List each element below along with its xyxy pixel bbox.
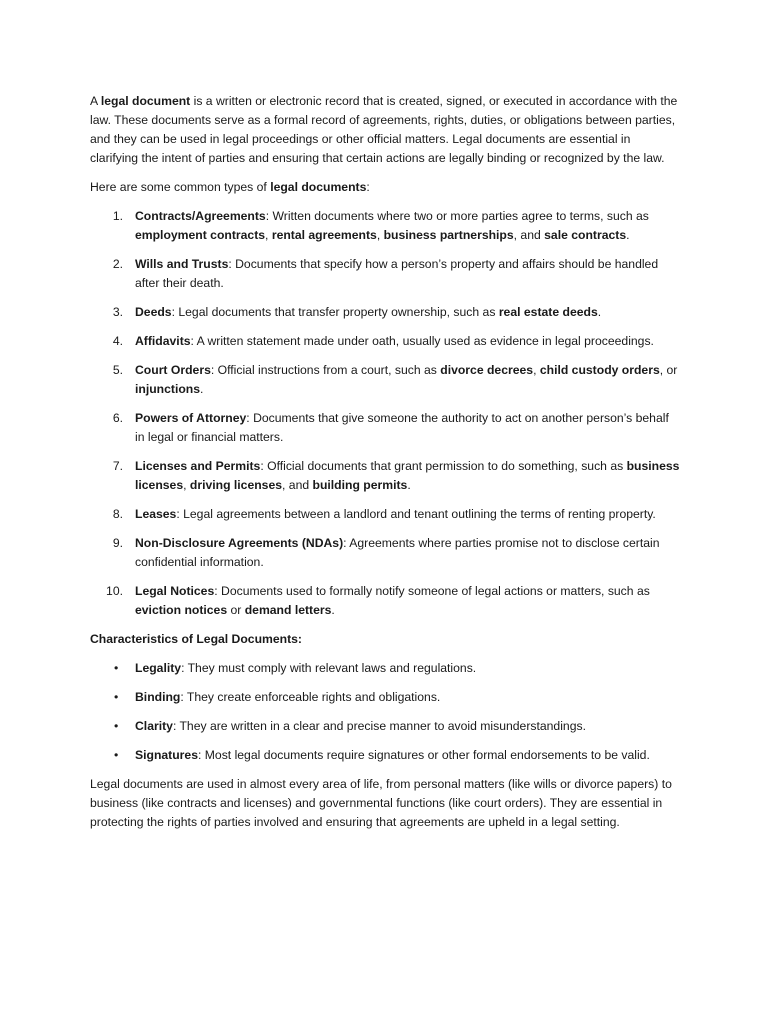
item-text: , [533, 363, 540, 377]
item-text: : Documents that give someone the authority to act on another person’s behalf in legal or financial matters. [135, 411, 669, 444]
document-type-item [90, 534, 680, 572]
list-number: 7. [112, 459, 123, 473]
bold-term: injunctions [135, 382, 200, 396]
item-text: , and [513, 228, 545, 242]
item-text: : Official documents that grant permission to do something, such as [260, 459, 627, 473]
characteristic-item [90, 659, 680, 678]
closing-paragraph: Legal documents are used in almost every area of life, from personal matters (like wills or divorce papers) to business (like contracts and licenses) and governmental functions (like court orders). They are essential in protecting the rights of parties involved and ensuring that agreements are upheld in a legal setting. [90, 777, 672, 829]
intro-text-start: A [90, 94, 101, 108]
characteristic-item [90, 688, 680, 707]
bold-term: Contracts/Agreements [135, 209, 266, 223]
item-text: . [331, 603, 335, 617]
bullet-icon: • [114, 748, 119, 762]
bold-term: business licenses [135, 459, 680, 492]
item-text: : Legal agreements between a landlord and tenant outlining the terms of renting property. [176, 507, 656, 521]
list-number: 2. [112, 257, 123, 271]
bold-term: employment contracts [135, 228, 266, 242]
bold-term: business partnerships [383, 228, 514, 242]
item-text: , and [282, 478, 313, 492]
bold-term: Affidavits [135, 334, 191, 348]
types-intro-text: Here are some common types of [90, 180, 271, 194]
types-intro-paragraph [90, 178, 680, 197]
item-text: or [227, 603, 245, 617]
item-text: . [407, 478, 411, 492]
characteristics-list [90, 659, 680, 765]
characteristic-text: : They are written in a clear and precise manner to avoid misunderstandings. [172, 719, 586, 733]
bullet-icon: • [114, 719, 119, 733]
list-number: 4. [112, 334, 123, 348]
document-types-list [90, 207, 680, 620]
bold-term: building permits [312, 478, 408, 492]
document-type-item [90, 505, 680, 524]
bullet-icon: • [114, 661, 119, 675]
bold-term: rental agreements [271, 228, 377, 242]
characteristic-term: Legality [135, 661, 182, 675]
bold-term: Powers of Attorney [135, 411, 247, 425]
list-number: 8. [112, 507, 123, 521]
characteristic-term: Clarity [135, 719, 173, 733]
list-number: 10. [106, 584, 123, 598]
item-text: , [265, 228, 272, 242]
bold-term: sale contracts [544, 228, 627, 242]
bold-term: divorce decrees [440, 363, 534, 377]
bold-term: Court Orders [135, 363, 211, 377]
bold-term: demand letters [244, 603, 332, 617]
item-text: : Official instructions from a court, such as [210, 363, 441, 377]
characteristic-text: : They create enforceable rights and obligations. [180, 690, 441, 704]
bold-term: Legal Notices [135, 584, 215, 598]
characteristic-term: Binding [135, 690, 181, 704]
characteristic-term: Signatures [135, 748, 198, 762]
bold-term: real estate deeds [498, 305, 598, 319]
bold-term: Deeds [135, 305, 172, 319]
bullet-icon: • [114, 690, 119, 704]
bold-term: eviction notices [135, 603, 228, 617]
item-text: : Agreements where parties promise not to disclose certain confidential information. [135, 536, 660, 569]
list-number: 6. [112, 411, 123, 425]
item-text: : Written documents where two or more parties agree to terms, such as [265, 209, 649, 223]
item-text: . [200, 382, 204, 396]
characteristic-text: : Most legal documents require signatures or other formal endorsements to be valid. [198, 748, 650, 762]
bold-term: driving licenses [189, 478, 283, 492]
characteristic-text: : They must comply with relevant laws and regulations. [181, 661, 477, 675]
bold-term: Wills and Trusts [135, 257, 229, 271]
bold-term: Leases [135, 507, 177, 521]
document-type-item [90, 332, 680, 351]
document-type-item [90, 255, 680, 293]
types-intro-term: legal documents [270, 180, 367, 194]
document-type-item [90, 409, 680, 447]
characteristic-item [90, 717, 680, 736]
bold-term: Non-Disclosure Agreements (NDAs) [135, 536, 344, 550]
bold-term: child custody orders [539, 363, 660, 377]
list-number: 3. [112, 305, 123, 319]
item-text: , [376, 228, 384, 242]
intro-paragraph [90, 92, 680, 168]
characteristic-item [90, 746, 680, 765]
item-text: : Documents used to formally notify someone of legal actions or matters, such as [214, 584, 650, 598]
item-text: : Legal documents that transfer property ownership, such as [171, 305, 499, 319]
item-text: , or [659, 363, 678, 377]
item-text: : A written statement made under oath, usually used as evidence in legal proceedings. [190, 334, 654, 348]
bold-term: Licenses and Permits [135, 459, 261, 473]
item-text: , [183, 478, 190, 492]
list-number: 1. [112, 209, 123, 223]
item-text: . [597, 305, 602, 319]
document-type-item [90, 457, 680, 495]
list-number: 5. [112, 363, 123, 377]
intro-text-rest: is a written or electronic record that is created, signed, or executed in accordance with the law. These documents serve as a formal record of agreements, rights, duties, or obligations between parties, and they can be used in legal proceedings or other official matters. Legal documents are essential in clarifying the intent of parties and ensuring that certain actions are legally binding or recognized by the law. [90, 94, 678, 165]
document-type-item [90, 361, 680, 399]
document-type-item [90, 303, 680, 322]
item-text: . [626, 228, 630, 242]
document-type-item [90, 207, 680, 245]
intro-term: legal document [100, 94, 191, 108]
characteristics-heading: Characteristics of Legal Documents: [90, 632, 302, 646]
document-type-item [90, 582, 680, 620]
types-intro-colon: : [366, 180, 370, 194]
list-number: 9. [112, 536, 123, 550]
item-text: : Documents that specify how a person’s property and affairs should be handled after their death. [135, 257, 659, 290]
